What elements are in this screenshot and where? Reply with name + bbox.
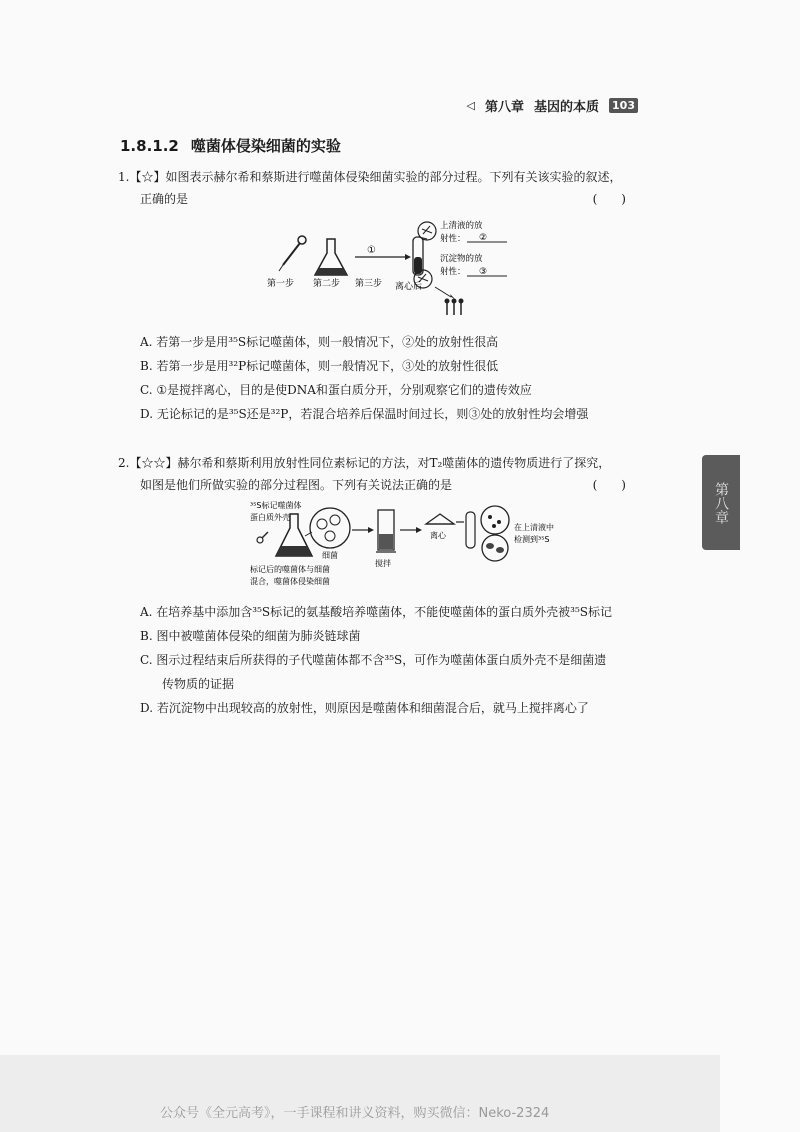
q2-option-c-continued: 传物质的证据: [162, 677, 235, 691]
section-name: 噬菌体侵染细菌的实验: [190, 137, 341, 155]
q2-caption2: 混合，噬菌体侵染细菌: [250, 577, 330, 586]
page-number: 103: [609, 98, 638, 113]
phage-icons: [445, 299, 464, 316]
chapter-side-tab: 第八章: [702, 455, 740, 550]
q1-precipitate-label2: 射性：: [440, 267, 466, 277]
supernatant-circle: [481, 506, 509, 534]
triangle-icon: ◁: [466, 99, 475, 112]
q2-label1: ³⁵S标记噬菌体: [250, 501, 302, 510]
precipitate-circle: [482, 535, 508, 561]
chapter-title: 基因的本质: [534, 100, 600, 115]
q2-caption1: 标记后的噬菌体与细菌: [250, 565, 330, 574]
q1-answer-paren: ( ): [592, 192, 626, 206]
footer-watermark-text: 公众号《全元高考》，一手课程和讲义资料，购买微信：Neko-2324: [160, 1106, 550, 1121]
q1-centrifuge-label: 离心后: [395, 282, 423, 292]
phage-icon: [257, 532, 268, 543]
q2-stir-label: 搅拌: [375, 559, 391, 568]
page-header: [467, 96, 638, 115]
flask-icon: [315, 239, 347, 275]
q1-step3-label: 第三步: [355, 279, 383, 289]
q1-supernatant-label2: 射性：: [440, 234, 466, 244]
q1-mark2: ②: [479, 233, 488, 243]
question-2-stem: [118, 452, 648, 496]
q2-bacteria-label: 细菌: [322, 551, 338, 560]
q2-option-c[interactable]: C. 图示过程结束后所获得的子代噬菌体都不含³⁵S，可作为噬菌体蛋白质外壳不是细菌遗: [140, 653, 607, 667]
q2-option-d[interactable]: D. 若沉淀物中出现较高的放射性，则原因是噬菌体和细菌混合后，就马上搅拌离心了: [140, 701, 589, 715]
q2-detect1: 在上清液中: [514, 523, 554, 532]
test-tube-icon: [466, 512, 475, 548]
q2-figure: [250, 500, 580, 595]
q1-supernatant-label: 上清液的放: [440, 221, 483, 231]
q2-centrifuge-label: 离心: [430, 531, 446, 540]
section-number: 1.8.1.2: [120, 137, 179, 155]
q1-step1-label: 第一步: [267, 279, 295, 289]
dropper-icon: [279, 236, 306, 271]
question-1-stem: [118, 166, 648, 210]
beaker-icon: [376, 510, 396, 552]
chapter-label: 第八章: [485, 100, 525, 115]
q2-stem-line2: 如图是他们所做实验的部分过程图。下列有关说法正确的是: [140, 478, 453, 492]
q1-option-c[interactable]: C. ①是搅拌离心，目的是使DNA和蛋白质分开，分别观察它们的遗传效应: [140, 383, 532, 397]
q1-option-b[interactable]: B. 若第一步是用³²P标记噬菌体，则一般情况下，③处的放射性很低: [140, 359, 499, 373]
q2-option-a[interactable]: A. 在培养基中添加含³⁵S标记的氨基酸培养噬菌体，不能使噬菌体的蛋白质外壳被³⁵S标记: [140, 605, 612, 619]
q1-circle1: ①: [367, 245, 376, 256]
q2-option-b[interactable]: B. 图中被噬菌体侵染的细菌为肺炎链球菌: [140, 629, 361, 643]
section-title: [120, 135, 341, 156]
q2-answer-paren: ( ): [592, 478, 626, 492]
q1-stem-line2: 正确的是: [140, 192, 189, 206]
q1-option-d[interactable]: D. 无论标记的是³⁵S还是³²P，若混合培养后保温时间过长，则③处的放射性均会增强: [140, 407, 589, 421]
q2-stem-line1: 2.【☆☆】赫尔希和蔡斯利用放射性同位素标记的方法，对T₂噬菌体的遗传物质进行了探究，: [118, 456, 611, 470]
q2-label2: 蛋白质外壳: [250, 513, 290, 522]
q1-precipitate-label: 沉淀物的放: [440, 254, 483, 264]
q2-detect2: 检测到³⁵S: [514, 535, 550, 544]
question-2-options: [140, 600, 650, 720]
q1-option-a[interactable]: A. 若第一步是用³⁵S标记噬菌体，则一般情况下，②处的放射性很高: [140, 335, 499, 349]
q1-mark3: ③: [479, 267, 488, 277]
question-1-options: [140, 330, 650, 426]
q1-step2-label: 第二步: [313, 279, 341, 289]
test-tube-icon: [413, 237, 423, 275]
q1-stem-line1: 1.【☆】如图表示赫尔希和蔡斯进行噬菌体侵染细菌实验的部分过程。下列有关该实验的叙述，: [118, 170, 622, 184]
centrifuge-icon: [426, 514, 454, 524]
q1-figure: [255, 215, 515, 325]
magnified-bacteria-circle: [310, 508, 350, 548]
